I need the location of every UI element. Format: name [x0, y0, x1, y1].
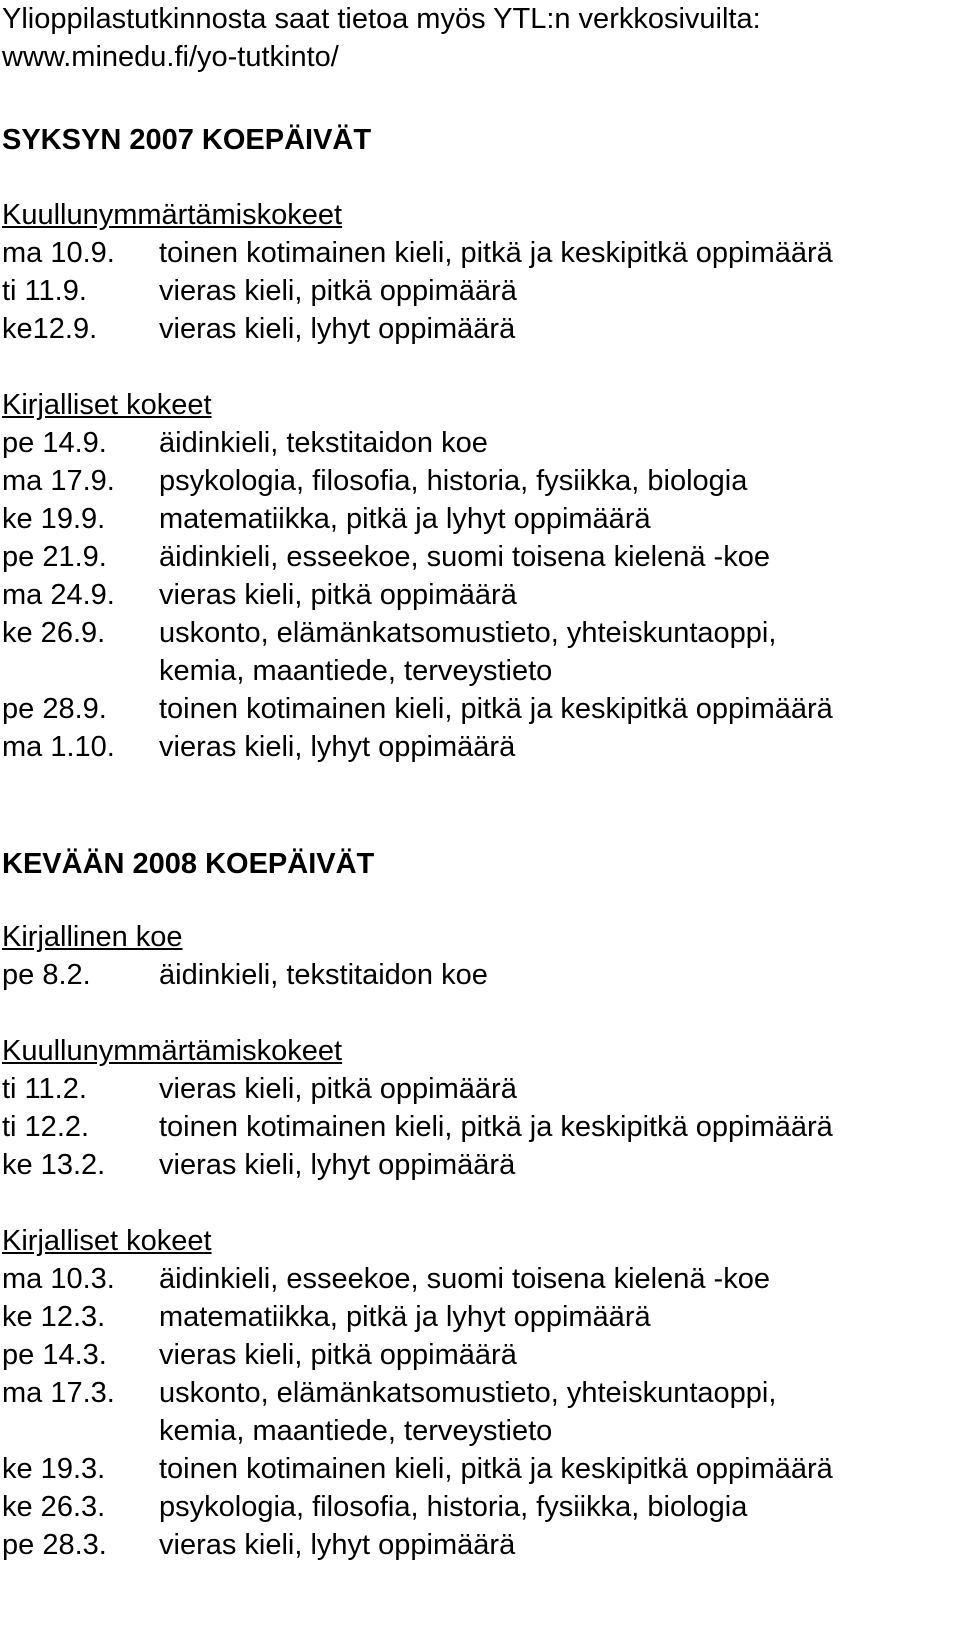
autumn-2007-title: SYKSYN 2007 KOEPÄIVÄT [2, 124, 372, 156]
schedule-row [2, 1146, 952, 1184]
spring-written-single-list [2, 956, 952, 994]
exam-date: ke 26.3. [2, 1491, 106, 1523]
website-url: www.minedu.fi/yo-tutkinto/ [2, 41, 339, 73]
schedule-row [2, 1488, 952, 1526]
exam-date: ke 12.3. [2, 1301, 106, 1333]
exam-subject: toinen kotimainen kieli, pitkä ja keskipitkä oppimäärä [159, 237, 833, 269]
schedule-row [2, 424, 952, 462]
exam-date: ma 1.10. [2, 731, 115, 763]
exam-subject: toinen kotimainen kieli, pitkä ja keskipitkä oppimäärä [159, 1453, 833, 1485]
schedule-row [2, 728, 952, 766]
exam-date: pe 21.9. [2, 541, 107, 573]
schedule-row [2, 1374, 952, 1450]
intro-text: Ylioppilastutkinnosta saat tietoa myös YTL:n verkkosivuilta: [2, 3, 761, 35]
schedule-row [2, 1336, 952, 1374]
autumn-listening-heading: Kuullunymmärtämiskokeet [2, 199, 343, 231]
autumn-listening-list [2, 234, 952, 348]
schedule-row [2, 690, 952, 728]
exam-subject-line-1: uskonto, elämänkatsomustieto, yhteiskuntaoppi, [159, 1377, 777, 1409]
exam-subject: vieras kieli, pitkä oppimäärä [159, 1073, 517, 1105]
exam-date: ma 24.9. [2, 579, 115, 611]
exam-subject: matematiikka, pitkä ja lyhyt oppimäärä [159, 1301, 651, 1333]
exam-date: ke12.9. [2, 313, 98, 345]
exam-subject: äidinkieli, esseekoe, suomi toisena kielenä -koe [159, 541, 770, 573]
exam-subject: vieras kieli, lyhyt oppimäärä [159, 1529, 516, 1561]
autumn-written-heading: Kirjalliset kokeet [2, 389, 212, 421]
exam-date: ma 17.3. [2, 1377, 115, 1409]
exam-date: pe 14.3. [2, 1339, 107, 1371]
exam-date: pe 28.3. [2, 1529, 107, 1561]
exam-subject-line-1: uskonto, elämänkatsomustieto, yhteiskuntaoppi, [159, 617, 777, 649]
exam-subject: matematiikka, pitkä ja lyhyt oppimäärä [159, 503, 651, 535]
exam-subject: toinen kotimainen kieli, pitkä ja keskipitkä oppimäärä [159, 1111, 833, 1143]
exam-date: pe 8.2. [2, 959, 91, 991]
exam-subject: vieras kieli, lyhyt oppimäärä [159, 1149, 516, 1181]
exam-date: ke 26.9. [2, 617, 106, 649]
exam-schedule-document [2, 0, 952, 1564]
schedule-row [2, 1108, 952, 1146]
schedule-row [2, 500, 952, 538]
exam-subject: vieras kieli, pitkä oppimäärä [159, 275, 517, 307]
exam-subject-line-2: kemia, maantiede, terveystieto [159, 1415, 553, 1447]
schedule-row [2, 1526, 952, 1564]
schedule-row [2, 1070, 952, 1108]
exam-subject: toinen kotimainen kieli, pitkä ja keskipitkä oppimäärä [159, 693, 833, 725]
exam-date: ke 13.2. [2, 1149, 106, 1181]
exam-subject: psykologia, filosofia, historia, fysiikka, biologia [159, 1491, 748, 1523]
exam-subject: vieras kieli, pitkä oppimäärä [159, 579, 517, 611]
spring-written-single-heading: Kirjallinen koe [2, 921, 183, 953]
exam-date: pe 28.9. [2, 693, 107, 725]
exam-subject: äidinkieli, tekstitaidon koe [159, 427, 488, 459]
schedule-row [2, 614, 952, 690]
exam-date: ma 17.9. [2, 465, 115, 497]
spring-listening-list [2, 1070, 952, 1184]
schedule-row [2, 234, 952, 272]
autumn-written-list [2, 424, 952, 766]
exam-date: ti 11.2. [2, 1073, 87, 1105]
exam-date: pe 14.9. [2, 427, 107, 459]
spring-listening-heading: Kuullunymmärtämiskokeet [2, 1035, 343, 1067]
exam-subject: äidinkieli, esseekoe, suomi toisena kielenä -koe [159, 1263, 770, 1295]
exam-subject-multiline [159, 614, 952, 690]
exam-date: ti 11.9. [2, 275, 87, 307]
exam-subject: vieras kieli, pitkä oppimäärä [159, 1339, 517, 1371]
exam-date: ma 10.9. [2, 237, 115, 269]
schedule-row [2, 576, 952, 614]
exam-subject: vieras kieli, lyhyt oppimäärä [159, 313, 516, 345]
schedule-row [2, 462, 952, 500]
schedule-row [2, 1298, 952, 1336]
exam-date: ti 12.2. [2, 1111, 90, 1143]
exam-date: ke 19.9. [2, 503, 106, 535]
spring-written-heading: Kirjalliset kokeet [2, 1225, 212, 1257]
schedule-row [2, 1450, 952, 1488]
exam-subject: äidinkieli, tekstitaidon koe [159, 959, 488, 991]
spring-written-list [2, 1260, 952, 1564]
exam-subject: psykologia, filosofia, historia, fysiikka, biologia [159, 465, 748, 497]
exam-subject: vieras kieli, lyhyt oppimäärä [159, 731, 516, 763]
schedule-row [2, 1260, 952, 1298]
spring-2008-title: KEVÄÄN 2008 KOEPÄIVÄT [2, 848, 375, 880]
schedule-row [2, 310, 952, 348]
exam-date: ke 19.3. [2, 1453, 106, 1485]
schedule-row [2, 956, 952, 994]
schedule-row [2, 538, 952, 576]
exam-subject-multiline [159, 1374, 952, 1450]
schedule-row [2, 272, 952, 310]
exam-subject-line-2: kemia, maantiede, terveystieto [159, 655, 553, 687]
exam-date: ma 10.3. [2, 1263, 115, 1295]
